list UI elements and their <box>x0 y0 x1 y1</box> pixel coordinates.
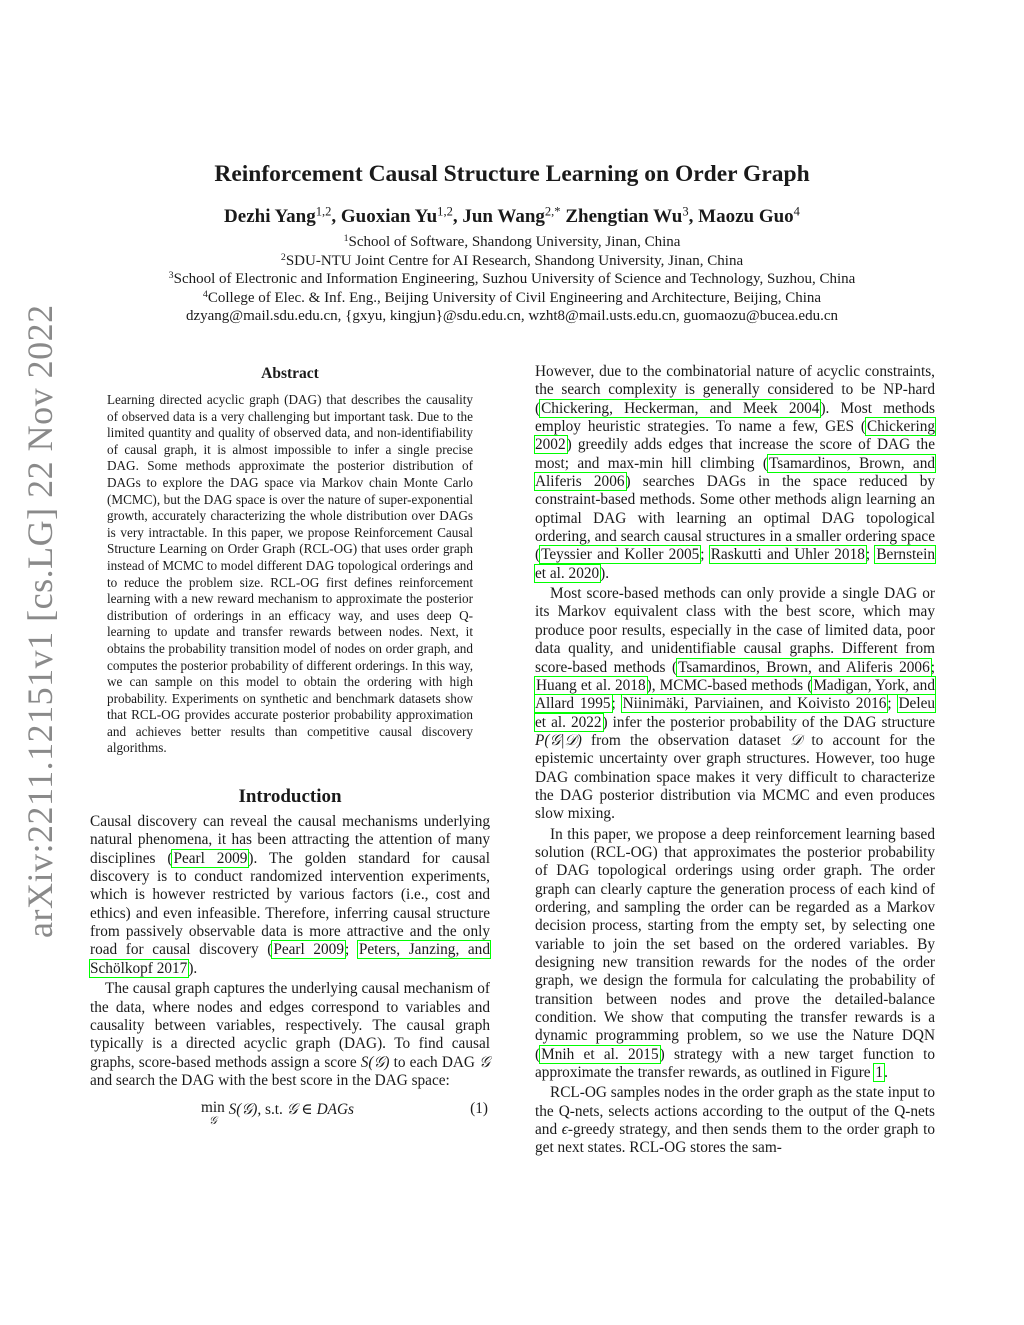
text-run: In this paper, we propose a deep reinforcement learning based solution (RCL-OG) that approximates the posterior probability of DAG topological orderings using order graph. The order graph can clearly capture the generation process of each kind of ordering, and sampling the order can be regarded as a Markov decision process, starting from the empty set, by selecting one variable to join the set based on the ordered variables. By designing new transition rewards for the nodes of the order graph, we design the formula for calculating the probability of transition between nodes and prove the detailed-balance condition. We show that computing the transfer rewards is a dynamic programming problem, so we use the Nature DQN ( <box>535 825 935 1063</box>
abstract-heading: Abstract <box>261 365 319 382</box>
paragraph <box>535 363 935 583</box>
citation-link[interactable]: Niinimäki, Parviainen, and Koivisto 2016 <box>622 695 887 713</box>
inline-math: P(𝒢|𝒟) <box>535 731 582 749</box>
text-run: to each DAG <box>389 1053 480 1071</box>
text-run: ). Most methods employ heuristic strategies. To name a few, GES ( <box>535 399 935 436</box>
citation-link[interactable]: Peters, Janzing, and Schölkopf 2017 <box>90 941 490 977</box>
text-run: ; <box>344 941 358 959</box>
author: Dezhi Yang$^{1,2}$, <box>224 204 341 227</box>
text-run: ). The golden standard for causal discovery is to conduct randomized intervention experiments, which is however restricted by various factors (i.e., cost and ethics) and even infeasible. Therefore, inferring causal structure from passively observable data is more attractive and the only road for causal discovery ( <box>90 849 490 959</box>
inline-math: ϵ <box>561 1121 568 1139</box>
text-run: ; <box>887 695 898 713</box>
equation-objective: S(𝒢), <box>228 1101 262 1119</box>
author: Guoxian Yu$^{1,2}$, <box>340 204 463 227</box>
citation-link[interactable]: Deleu et al. 2022 <box>535 695 936 731</box>
text-run: ) infer the posterior probability of the DAG structure <box>602 713 935 731</box>
equation-number: (1) <box>470 1100 488 1118</box>
abstract-text: Learning directed acyclic graph (DAG) that describes the causality of observed data is a very challenging but important task. Due to the limited quantity and quality of observed data, and non-identifiability of causal graph, it is almost impossible to infer a single precise DAG. Some methods approximate the posterior distribution of DAGs to explore the DAG space via Markov chain Monte Carlo (MCMC), but the DAG space is over the nature of super-exponential growth, accurately characterizing the whole distribution over DAGs is very intractable. In this paper, we propose Reinforcement Causal Structure Learning on Order Graph (RCL-OG) that uses order graph instead of MCMC to model different DAG topological orderings and to reduce the problem size. RCL-OG first defines reinforcement learning with a new reward mechanism to approximate the posterior distribution of orderings in an efficacy way, and uses deep Q-learning to update and transfer rewards between nodes. Next, it obtains the probability transition model of nodes on order graph, and computes the posterior probability of different orderings. In this way, we can sample on this model to obtain the ordering with high probability. Experiments on synthetic and benchmark datasets show that RCL-OG provides accurate posterior probability approximation and achieves better results than competitive causal discovery algorithms. <box>107 392 473 756</box>
paragraph <box>90 813 490 978</box>
text-run: The causal graph captures the underlying causal mechanism of the data, where nodes and edges correspond to variables and causality between variables, respectively. The causal graph typically is a directed acyclic graph (DAG). To find causal graphs, score-based methods assign a score <box>90 980 490 1071</box>
citation-link[interactable]: Huang et al. 2018 <box>536 676 646 694</box>
citation-link[interactable]: Tsamardinos, Brown, and Aliferis 2006 <box>535 454 935 491</box>
right-column <box>535 363 935 1158</box>
equation-1 <box>90 1098 490 1132</box>
citation-link[interactable]: Teyssier and Koller 2005 <box>541 546 700 564</box>
text-run: to account for the epistemic uncertainty over graph structures. However, too huge DAG combination space makes it very difficult to characterize the DAG posterior distribution via MCMC and even produces slow mixing. <box>535 731 935 823</box>
affiliation: $^2$SDU-NTU Joint Centre for AI Research, Shandong University, Jinan, China <box>280 251 744 269</box>
text-run: . <box>884 1064 888 1082</box>
affiliation: $^3$School of Electronic and Information Engineering, Suzhou University of Science and Technology, Suzhou, China <box>168 270 856 288</box>
text-run: ). <box>600 564 610 582</box>
citation-link[interactable]: Pearl 2009 <box>273 941 344 959</box>
equation-body <box>201 1100 354 1126</box>
text-run: Causal discovery can reveal the causal mechanisms underlying natural phenomena, it has been attracting the attention of many disciplines ( <box>90 813 490 867</box>
text-run: ), MCMC-based methods ( <box>646 676 813 694</box>
citation-link[interactable]: Chickering 2002 <box>535 418 935 454</box>
citation-link[interactable]: Mnih et al. 2015 <box>541 1045 659 1063</box>
text-run: ; <box>865 546 876 564</box>
text-run: ) strategy with a new target function to approximate the transfer rewards, as outlined in Figure <box>535 1045 935 1082</box>
text-run: ; <box>611 695 622 713</box>
author: Jun Wang$^{2,*}$ <box>462 204 561 227</box>
equation-st: s.t. <box>265 1101 283 1119</box>
inline-math: 𝒟 <box>790 731 803 749</box>
equation-constraint: 𝒢 ∈ DAGs <box>286 1101 354 1119</box>
text-run: ) searches DAGs in the space reduced by constraint-based methods. Some other methods align learning an optimal DAG with learning an optimal DAG topological ordering, and search causal structures in a smaller ordering space ( <box>535 473 935 564</box>
author: Zhengtian Wu$^3$, <box>565 204 699 227</box>
left-column <box>90 356 490 1132</box>
inline-math: 𝒢 <box>479 1053 491 1071</box>
citation-link[interactable]: Tsamardinos, Brown, and Aliferis 2006 <box>678 658 930 676</box>
citation-link[interactable]: Raskutti and Uhler 2018 <box>710 546 865 564</box>
text-run: ). <box>188 959 198 977</box>
text-run: ) greedily adds edges that increase the score of DAG the most; and max-min hill climbing ( <box>535 436 935 472</box>
citation-link[interactable]: Chickering, Heckerman, and Meek 2004 <box>541 399 820 417</box>
affiliations <box>0 233 1024 326</box>
text-run: from the observation dataset <box>581 731 791 749</box>
inline-math: S(𝒢) <box>360 1053 390 1071</box>
affiliation: $^4$College of Elec. & Inf. Eng., Beijing University of Civil Engineering and Architecture, Beijing, China <box>202 288 822 306</box>
citation-link[interactable]: Madigan, York, and Allard 1995 <box>535 676 935 713</box>
paragraph <box>535 585 935 823</box>
citation-link[interactable]: Pearl 2009 <box>173 849 248 867</box>
paragraph <box>90 980 490 1090</box>
text-run: However, due to the combinatorial nature of acyclic constraints, the search complexity is generally considered to be NP-hard ( <box>535 363 935 417</box>
text-run: ; <box>700 546 710 564</box>
paper-title: Reinforcement Causal Structure Learning on Order Graph <box>214 161 810 187</box>
affiliation: $^1$School of Software, Shandong University, Jinan, China <box>343 233 681 250</box>
text-run: -greedy strategy, and then sends them to the order graph to get next states. RCL-OG stores the sam- <box>535 1121 935 1157</box>
arxiv-identifier[interactable]: arXiv:2211.12151v1 [cs.LG] 22 Nov 2022 <box>20 304 60 938</box>
paragraph <box>535 1084 935 1157</box>
text-run: and search the DAG with the best score in the DAG space: <box>90 1071 450 1089</box>
text-run: RCL-OG samples nodes in the order graph as the state input to the Q-nets, selects actions according to the output of the Q-nets and <box>535 1084 935 1139</box>
introduction-heading: Introduction <box>238 786 342 808</box>
author-emails: dzyang@mail.sdu.edu.cn, {gxyu, kingjun}@sdu.edu.cn, wzht8@mail.usts.edu.cn, guomaozu@bucea.edu.cn <box>185 308 839 325</box>
citation-link[interactable]: Bernstein et al. 2020 <box>535 546 935 582</box>
author: Maozu Guo$^4$ <box>698 204 800 227</box>
author-list <box>0 203 1024 231</box>
citation-link[interactable]: 1 <box>875 1064 884 1082</box>
text-run: Most score-based methods can only provide a single DAG or its Markov equivalent class with the best score, which may produce poor results, especially in the case of limited data, poor data quality, and unidentifiable causal graphs. Different from score-based methods ( <box>535 585 935 676</box>
text-run: ; <box>930 658 935 676</box>
paragraph <box>535 826 935 1083</box>
equation-min-operator: min 𝒢 <box>201 1099 225 1128</box>
